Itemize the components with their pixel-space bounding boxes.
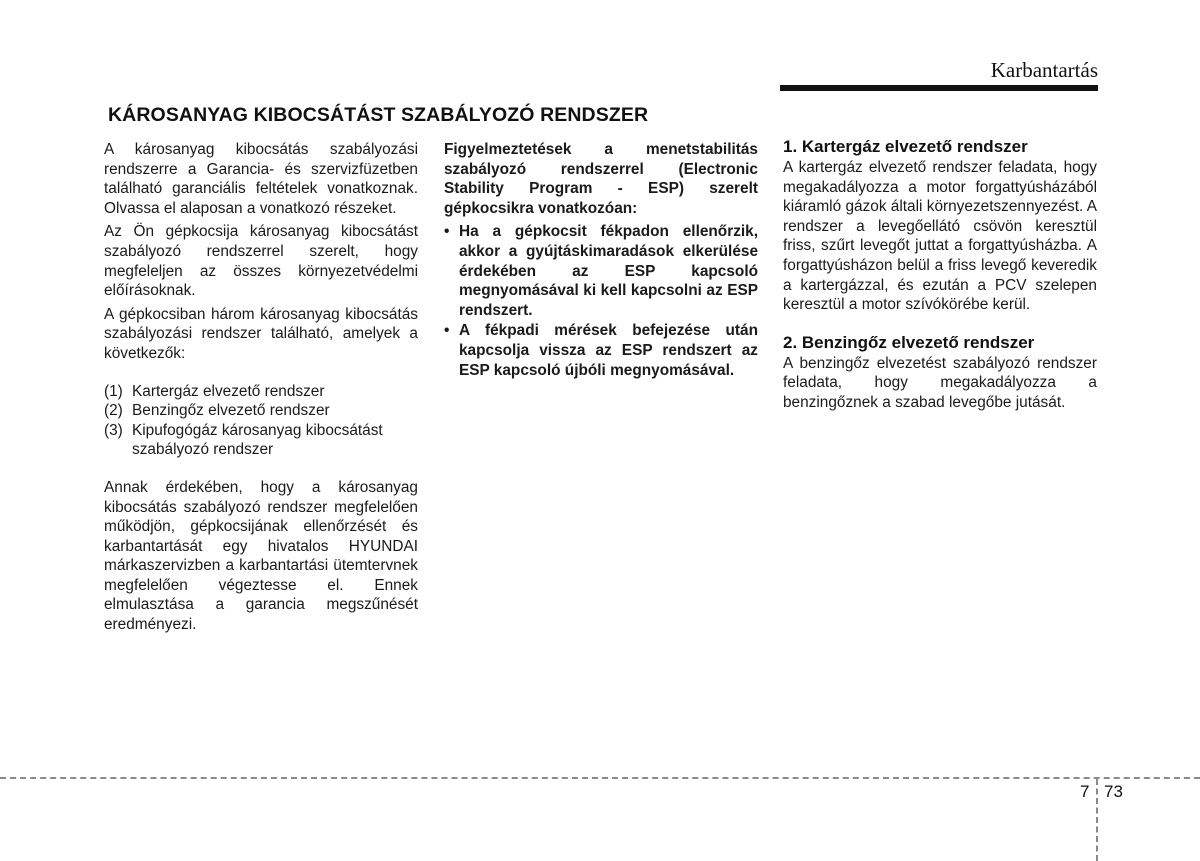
bullet-icon: • (444, 223, 450, 241)
warning-text: A fékpadi mérések befejezése után kapcsolja vissza az ESP rendszert az ESP kapcsoló újbóli megnyomásával. (459, 322, 758, 379)
bullet-icon: • (444, 322, 450, 340)
system-list (104, 382, 418, 460)
header-rule (780, 85, 1098, 91)
paragraph: A károsanyag kibocsátás szabályozási rendszerre a Garancia- és szervizfüzetben található garanciális feltételek vonatkoznak. Olvassa el alaposan a vonatkozó részeket. (104, 141, 418, 217)
section-crankcase (783, 137, 1097, 315)
section-text: A benzingőz elvezetést szabályozó rendszer feladata, hogy megakadályozza a benzingőznek a szabad levegőbe jutását. (783, 354, 1097, 411)
list-text: Kipufogógáz károsanyag kibocsátást szabályozó rendszer (132, 421, 383, 459)
footer-dashed-divider (1096, 779, 1098, 861)
column-middle (444, 140, 758, 381)
column-right (783, 137, 1097, 431)
column-left (104, 140, 418, 639)
warning-item (444, 321, 758, 380)
list-number: (1) (104, 382, 123, 400)
list-item (104, 421, 418, 460)
section-heading: 1. Kartergáz elvezető rendszer (783, 137, 1028, 156)
paragraph: Annak érdekében, hogy a károsanyag kibocsátás szabályozó rendszer megfelelően működjön, gépkocsijának ellenőrzését és karbantartását egy hivatalos HYUNDAI márkaszervizben a karbantartási ütemtervnek megfelelően végeztesse el. Ennek elmulasztása a garancia megszűnését eredményezi. (104, 478, 418, 634)
section-heading: 2. Benzingőz elvezető rendszer (783, 332, 1035, 352)
list-number: (2) (104, 402, 123, 420)
warning-text: Ha a gépkocsit fékpadon ellenőrzik, akkor a gyújtáskimaradások elkerülése érdekében az ESP kapcsoló megnyomásával ki kell kapcsolni az ESP rendszert. (459, 223, 758, 319)
list-number: (3) (104, 421, 123, 439)
list-item (104, 401, 418, 421)
paragraph: Az Ön gépkocsija károsanyag kibocsátást szabályozó rendszerrel szerelt, hogy megfeleljen az összes környezetvédelmi előírásoknak. (104, 223, 418, 300)
list-text: Benzingőz elvezető rendszer (132, 402, 330, 420)
section-text: A kartergáz elvezető rendszer feladata, hogy megakadályozza a motor forgattyúsházából kiáramló gázok általi környezetszennyezést. A rendszer a levegőellátó csövön keresztül friss, szűrt levegőt juttat a forgattyúsházba. A forgattyúsházon belül a friss levegő keveredik a kartergázzal, és ezután a PCV szelepen keresztül a motor szívókörébe kerül. (783, 159, 1097, 314)
list-text: Kartergáz elvezető rendszer (132, 382, 325, 400)
page-title: KÁROSANYAG KIBOCSÁTÁST SZABÁLYOZÓ RENDSZER (108, 104, 649, 126)
paragraph: A gépkocsiban három károsanyag kibocsátás szabályozási rendszer található, amelyek a következők: (104, 305, 418, 362)
list-item (104, 382, 418, 402)
warning-item (444, 222, 758, 320)
chapter-number: 7 (1080, 782, 1090, 801)
warning-intro: Figyelmeztetések a menetstabilitás szabályozó rendszerrel (Electronic Stability Program - ESP) szerelt gépkocsikra vonatkozóan: (444, 141, 758, 217)
page-number: 73 (1104, 782, 1123, 801)
section-evaporative (783, 333, 1097, 413)
footer-dashed-rule (0, 777, 1200, 779)
section-title: Karbantartás (990, 58, 1098, 82)
warning-list (444, 222, 758, 380)
